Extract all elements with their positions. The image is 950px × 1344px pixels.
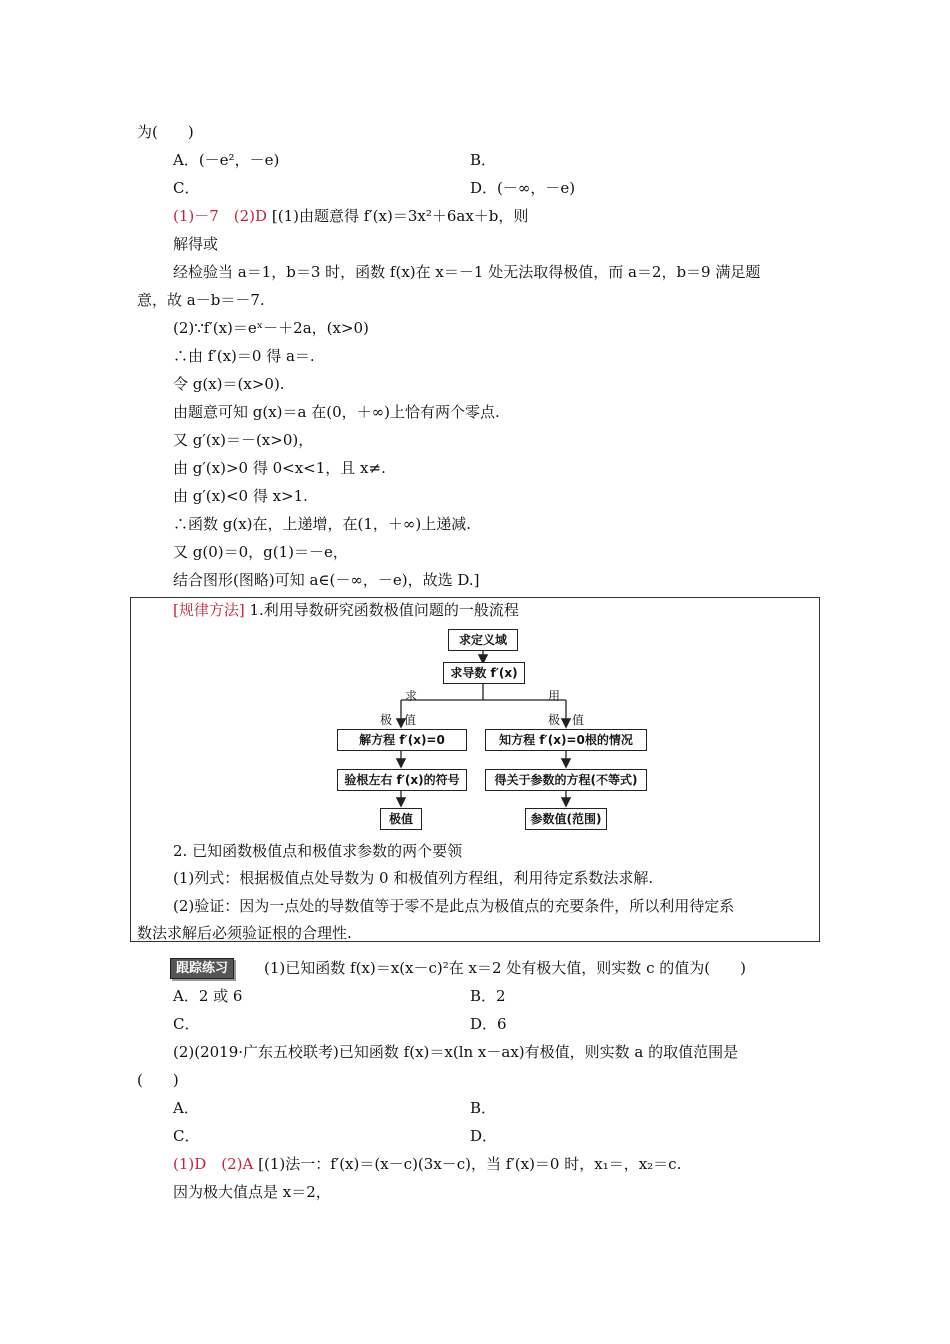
text-line: 2. 已知函数极值点和极值求参数的两个要领 — [173, 842, 463, 860]
option-b: B． — [470, 151, 497, 169]
text-line: 数法求解后必须验证根的合理性. — [137, 924, 352, 942]
flow-node-check-sign: 验根左右 f′(x)的符号 — [337, 769, 467, 791]
flow-node-domain: 求定义域 — [448, 629, 518, 651]
flow-label-extreme-left: 极 值 — [380, 713, 417, 727]
question-1: (1)已知函数 f(x)＝x(x－c)²在 x＝2 处有极大值，则实数 c 的值为( ) — [264, 959, 746, 977]
option-d: D．(－∞，－e) — [470, 179, 576, 197]
text-line: 因为极大值点是 x＝2， — [173, 1183, 331, 1201]
option-d: D． — [470, 1127, 498, 1145]
answer-text: [(1)法一：f′(x)＝(x－c)(3x－c)，当 f′(x)＝0 时，x₁＝，x₂＝c. — [258, 1155, 682, 1173]
text-line: ∴函数 g(x)在，上递增，在(1，＋∞)上递减. — [173, 515, 472, 533]
answer-line — [173, 1154, 681, 1174]
flow-node-derivative: 求导数 f′(x) — [443, 662, 525, 684]
option-c: C． — [173, 1015, 200, 1033]
text-line: (2)验证：因为一点处的导数值等于零不是此点为极值点的充要条件，所以利用待定系 — [173, 897, 735, 915]
option-c: C． — [173, 1127, 200, 1145]
answer-text: [(1)由题意得 f′(x)＝3x²＋6ax＋b，则 — [271, 207, 529, 225]
flow-label-extreme-right: 极 值 — [548, 713, 585, 727]
text-line: 由 g′(x)>0 得 0<x<1，且 x≠. — [173, 459, 386, 477]
text-line: 又 g(0)＝0，g(1)＝－e， — [173, 543, 348, 561]
option-c: C． — [173, 179, 200, 197]
option-d: D．6 — [470, 1015, 507, 1033]
flow-label-seek: 求 — [405, 689, 418, 703]
text-line: 由 g′(x)<0 得 x>1. — [173, 487, 308, 505]
flow-node-extremum: 极值 — [380, 808, 422, 830]
method-title: 1.利用导数研究函数极值问题的一般流程 — [249, 601, 519, 619]
text-line: 又 g′(x)＝－(x>0)， — [173, 431, 314, 449]
flow-label-use: 用 — [548, 689, 561, 703]
text-line: 由题意可知 g(x)＝a 在(0，＋∞)上恰有两个零点. — [173, 403, 500, 421]
option-a: A．(－e²，－e) — [173, 151, 280, 169]
text-line: 意，故 a－b＝－7. — [137, 291, 265, 309]
text-line: 结合图形(图略)可知 a∈(－∞，－e)，故选 D.] — [173, 571, 480, 589]
text-line: ( ) — [137, 1071, 179, 1089]
text-line: (2)∵f′(x)＝eˣ－＋2a，(x>0) — [173, 319, 369, 337]
option-a: A． — [173, 1099, 199, 1117]
answer-tag: (1)－7 (2)D — [173, 207, 268, 225]
option-b: B． — [470, 1099, 497, 1117]
text-line: (1)列式：根据极值点处导数为 0 和极值列方程组，利用待定系数法求解. — [173, 869, 654, 887]
option-b: B．2 — [470, 987, 506, 1005]
practice-badge: 跟踪练习 — [170, 958, 234, 979]
flow-node-root-case: 知方程 f′(x)=0根的情况 — [485, 729, 647, 751]
flow-node-param-range: 参数值(范围) — [525, 808, 607, 830]
answer-tag: (1)D (2)A — [173, 1155, 254, 1173]
text-line: 为( ) — [137, 123, 194, 141]
flow-node-param-eq: 得关于参数的方程(不等式) — [485, 769, 647, 791]
text-line: ∴由 f′(x)＝0 得 a＝. — [173, 347, 315, 365]
question-2: (2)(2019·广东五校联考)已知函数 f(x)＝x(ln x－ax)有极值，则实数 a 的取值范围是 — [173, 1043, 739, 1061]
option-a: A．2 或 6 — [173, 987, 243, 1005]
flow-node-solve: 解方程 f′(x)=0 — [337, 729, 467, 751]
method-tag: [规律方法] — [173, 601, 245, 619]
text-line: 解得或 — [173, 235, 219, 253]
text-line: 经检验当 a＝1，b＝3 时，函数 f(x)在 x＝－1 处无法取得极值，而 a＝2，b＝9 满足题 — [173, 263, 761, 281]
text-line: 令 g(x)＝(x>0). — [173, 375, 285, 393]
